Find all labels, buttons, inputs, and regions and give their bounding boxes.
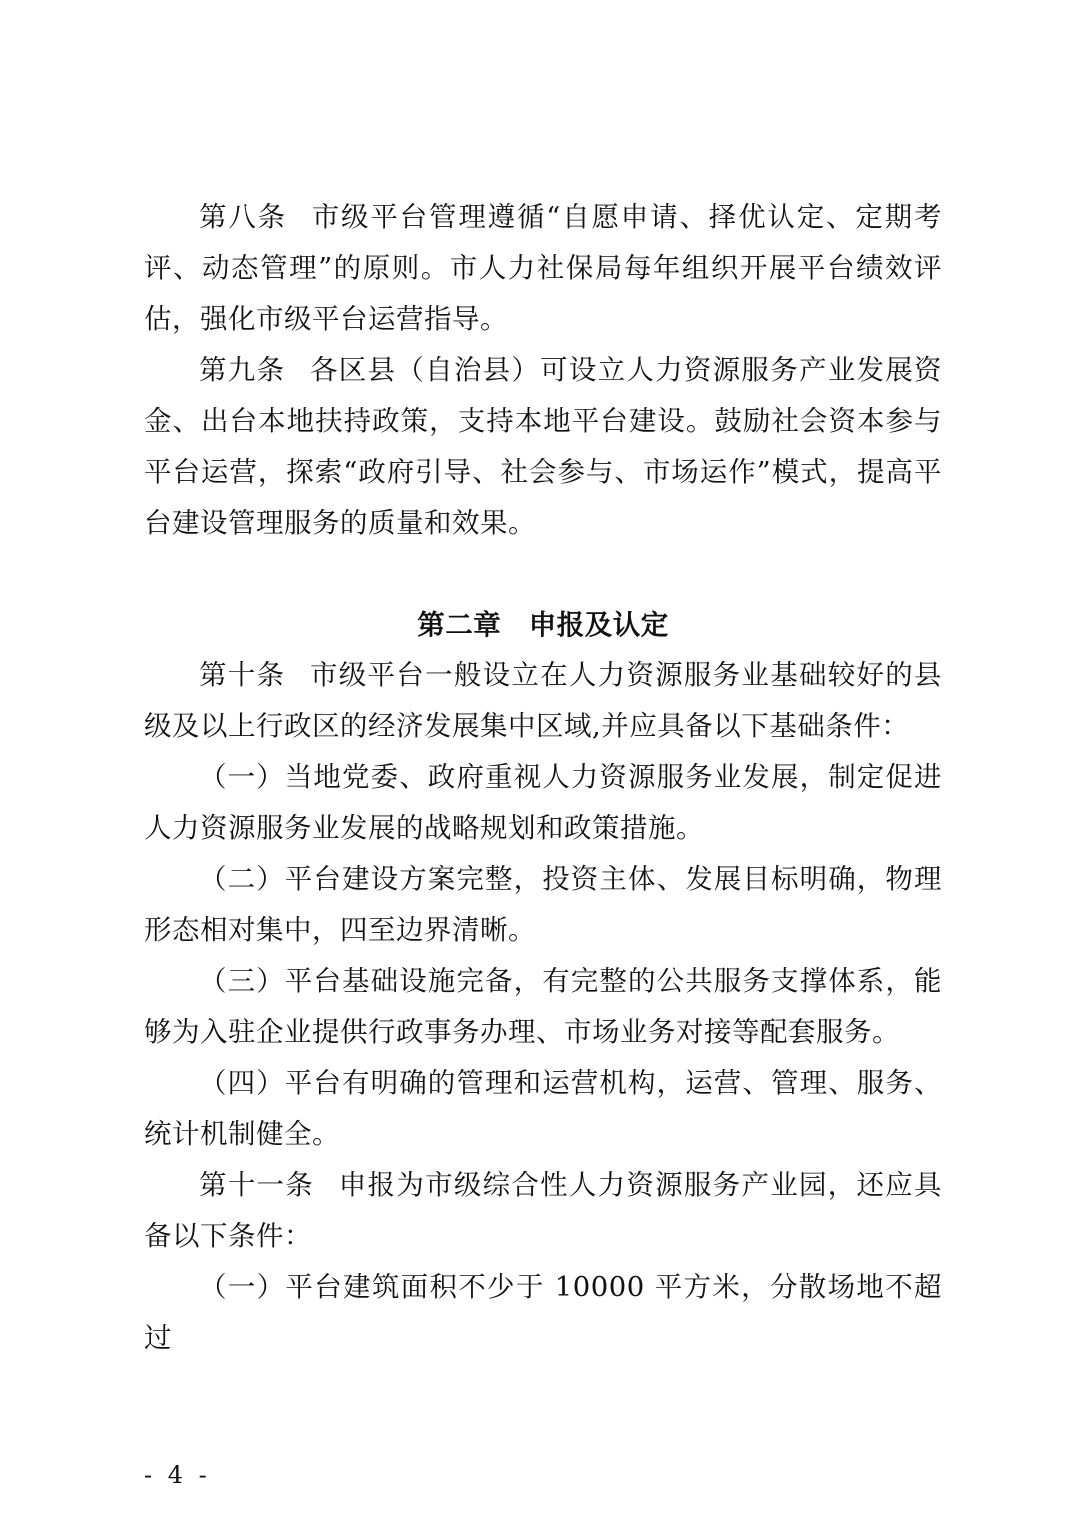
condition-item-1	[144, 752, 942, 854]
article-text: 市级平台管理遵循“自愿申请、择优认定、定期考评、动态管理”的原则。市人力社保局每年组织开展平台绩效评估，强化市级平台运营指导。	[144, 201, 943, 335]
condition-text: （三）平台基础设施完备，有完整的公共服务支撑体系，能够为入驻企业提供行政事务办理、市场业务对接等配套服务。	[144, 965, 942, 1048]
article-number: 第九条	[199, 354, 286, 386]
condition-text: （一）平台建筑面积不少于 10000 平方米，分散场地不超过	[144, 1271, 942, 1354]
article-text: 申报为市级综合性人力资源服务产业园，还应具备以下条件：	[144, 1169, 943, 1252]
page-number: - 4 -	[144, 1461, 211, 1489]
condition-item-3	[144, 956, 942, 1058]
article-number: 第十一条	[199, 1169, 315, 1201]
chapter-title: 申报及认定	[528, 609, 669, 641]
article-11	[144, 1160, 942, 1262]
chapter-number: 第二章	[417, 609, 502, 641]
condition-item-4	[144, 1058, 942, 1160]
article-text: 各区县（自治县）可设立人力资源服务产业发展资金、出台本地扶持政策，支持本地平台建设。鼓励社会资本参与平台运营，探索“政府引导、社会参与、市场运作”模式，提高平台建设管理服务的质量和效果。	[144, 354, 942, 539]
article-9	[144, 345, 942, 549]
article-11-item-1	[144, 1262, 942, 1364]
article-number: 第十条	[199, 659, 286, 691]
article-8	[144, 192, 942, 345]
condition-text: （四）平台有明确的管理和运营机构，运营、管理、服务、统计机制健全。	[144, 1067, 942, 1150]
chapter-heading	[144, 549, 942, 650]
article-10	[144, 650, 942, 752]
document-body	[144, 192, 942, 1364]
condition-text: （一）当地党委、政府重视人力资源服务业发展，制定促进人力资源服务业发展的战略规划和政策措施。	[144, 761, 942, 844]
condition-text: （二）平台建设方案完整，投资主体、发展目标明确，物理形态相对集中，四至边界清晰。	[144, 863, 942, 946]
article-number: 第八条	[199, 201, 287, 233]
article-text: 市级平台一般设立在人力资源服务业基础较好的县级及以上行政区的经济发展集中区域,并应具备以下基础条件：	[144, 659, 942, 742]
condition-item-2	[144, 854, 942, 956]
